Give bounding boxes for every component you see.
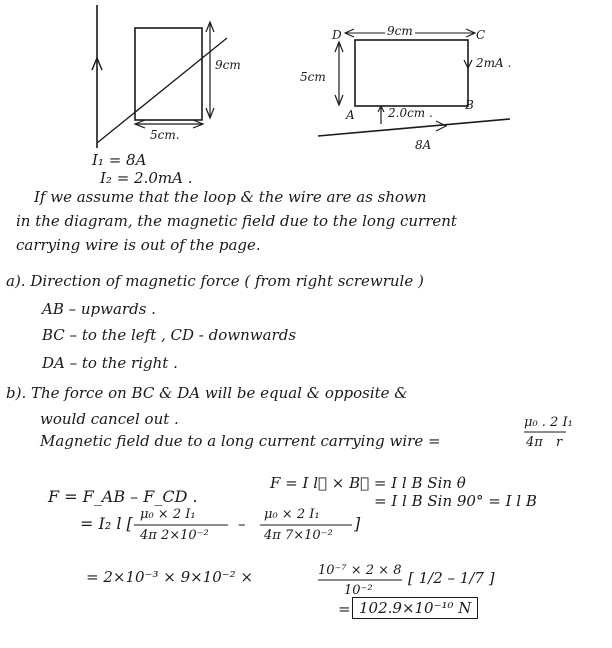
- left-height-label: 9cm: [215, 58, 241, 72]
- right-gap-label: 2.0cm .: [388, 106, 433, 120]
- eq4-suffix: ]: [354, 514, 361, 533]
- part-a-heading: a). Direction of magnetic force ( from right screwrule ): [6, 272, 424, 290]
- field-denominator-left: 4π: [526, 435, 543, 450]
- corner-c-label: C: [476, 28, 486, 42]
- right-loop: [355, 40, 468, 106]
- eq5: = 2×10⁻³ × 9×10⁻² ×: [86, 568, 254, 586]
- force-equation-3: = I l B Sin 90° = I l B: [374, 492, 537, 510]
- eq4-term2-denominator: 4π 7×10⁻²: [264, 528, 333, 543]
- part-b-line-1: b). The force on BC & DA will be equal & opposite &: [6, 384, 408, 402]
- given-i1: I₁ = 8A: [92, 151, 147, 169]
- eq4-term2-numerator: μ₀ × 2 I₁: [264, 507, 320, 522]
- note-line-3: carrying wire is out of the page.: [16, 236, 261, 254]
- given-i2: I₂ = 2.0mA .: [100, 169, 193, 187]
- eq6-denominator: 10⁻²: [344, 583, 373, 598]
- eq4-prefix: = I₂ l [: [80, 514, 133, 533]
- eq6-numerator: 10⁻⁷ × 2 × 8: [318, 563, 402, 578]
- part-a-ab: AB – upwards .: [42, 300, 156, 318]
- corner-b-label: B: [465, 98, 474, 112]
- answer-equals: =: [338, 600, 351, 618]
- part-a-bc-cd: BC – to the left , CD - downwards: [42, 326, 297, 344]
- right-height-label: 5cm: [300, 70, 326, 84]
- note-line-1: If we assume that the loop & the wire are as shown: [34, 188, 427, 206]
- field-denominator-right: r: [556, 435, 563, 450]
- wire-current-label: 8A: [415, 138, 432, 152]
- corner-d-label: D: [332, 28, 342, 42]
- force-equation-1: F = F_AB – F_CD .: [48, 487, 198, 506]
- eq6-bracket: [ 1/2 – 1/7 ]: [408, 569, 495, 587]
- corner-a-label: A: [346, 108, 355, 122]
- eq4-minus: –: [238, 515, 246, 533]
- part-a-da: DA – to the right .: [42, 354, 178, 372]
- right-current-label: 2mA .: [476, 56, 512, 70]
- eq4-term1-denominator: 4π 2×10⁻²: [140, 528, 209, 543]
- field-numerator: μ₀ . 2 I₁: [524, 415, 573, 430]
- part-b-line-2: would cancel out .: [40, 410, 179, 428]
- part-b-line-3: Magnetic field due to a long current carrying wire =: [40, 432, 441, 450]
- note-line-2: in the diagram, the magnetic field due to the long current: [16, 212, 457, 230]
- right-top-label: 9cm: [387, 24, 413, 38]
- final-answer-box: 102.9×10⁻¹⁰ N: [352, 597, 478, 619]
- left-loop: [135, 28, 202, 120]
- force-equation-2: F = I l⃗ × B⃗ = I l B Sin θ: [270, 474, 466, 492]
- eq4-term1-numerator: μ₀ × 2 I₁: [140, 507, 196, 522]
- left-width-label: 5cm.: [150, 128, 180, 142]
